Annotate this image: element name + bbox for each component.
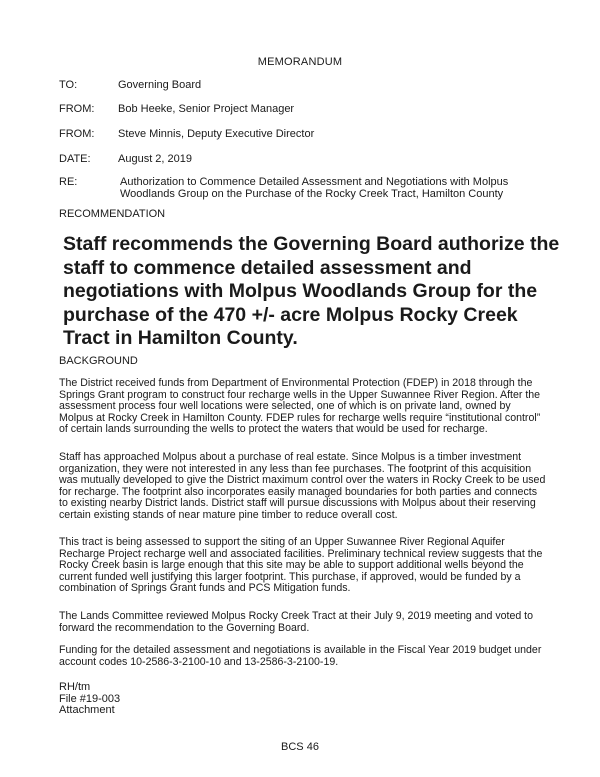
header-value: Steve Minnis, Deputy Executive Director [118, 128, 315, 140]
background-paragraph-3: This tract is being assessed to support the siting of an Upper Suwannee River Regional Aquifer Recharge Project recharge well and associated facilities. Preliminary technical review suggests that the Rocky Creek basin is large enough that this site may be able to support additional wells beyond the current funded well justifying this larger footprint. This purchase, if approved, would be funded by a combination of Springs Grant funds and PCS Mitigation funds. [59, 536, 543, 595]
header-label: FROM: [59, 103, 95, 115]
background-paragraph-4: The Lands Committee reviewed Molpus Rocky Creek Tract at their July 9, 2019 meeting and voted to forward the recommendation to the Governing Board. [59, 610, 534, 634]
memo-footer [59, 682, 120, 717]
footer-attachment: Attachment [59, 704, 115, 717]
footer-initials: RH/tm [59, 681, 91, 693]
background-paragraph-5: Funding for the detailed assessment and negotiations is available in the Fiscal Year 2019 budget under account codes 10-2586-3-2100-10 and 13-2586-3-2100-19. [59, 644, 542, 668]
memo-title: MEMORANDUM [257, 56, 343, 68]
header-label: TO: [59, 79, 78, 91]
background-paragraph-1: The District received funds from Department of Environmental Protection (FDEP) in 2018 through the Springs Grant program to construct four recharge wells in the Upper Suwannee River Region. After the assessment process four well locations were selected, one of which is on private land, owned by Molpus at Rocky Creek in Hamilton County. FDEP rules for recharge wells require “institutional control” of certain lands surrounding the wells to protect the waters that would be used for recharge. [59, 377, 541, 436]
header-label: DATE: [59, 153, 91, 165]
header-label: RE: [59, 176, 78, 188]
header-value: Bob Heeke, Senior Project Manager [118, 103, 295, 115]
background-paragraph-2: Staff has approached Molpus about a purchase of real estate. Since Molpus is a timber investment organization, they were not interested in any less than fee purchases. The footprint of this acquisition was mutually developed to give the District maximum control over the waters in Rocky Creek to be used for recharge. The footprint also incorporates easily managed boundaries for both parties and connects to existing nearby District lands. District staff will pursue discussions with Molpus about their reserving certain existing stands of near mature pine timber to reduce overall cost. [59, 451, 546, 521]
header-value: Authorization to Commence Detailed Assessment and Negotiations with Molpus Woodlands Group on the Purchase of the Rocky Creek Tract, Hamilton County [120, 176, 509, 200]
header-value: August 2, 2019 [118, 153, 193, 165]
header-value: Governing Board [118, 79, 202, 91]
footer-file-number: File #19-003 [59, 692, 121, 705]
header-label: FROM: [59, 128, 95, 140]
recommendation-text: Staff recommends the Governing Board authorize the staff to commence detailed assessment and negotiations with Molpus Woodlands Group for the purchase of the 470 +/- acre Molpus Rocky Creek Tract in Hamilton County. [63, 233, 560, 349]
background-heading: BACKGROUND [59, 355, 138, 367]
page-number: BCS 46 [281, 741, 319, 753]
recommendation-heading: RECOMMENDATION [59, 208, 166, 220]
